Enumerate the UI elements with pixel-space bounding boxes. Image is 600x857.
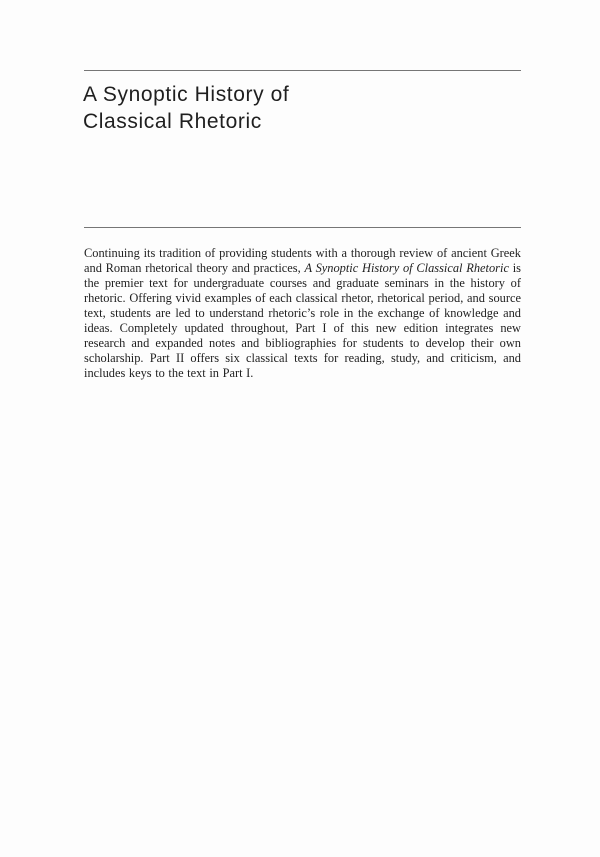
middle-rule [84,227,521,228]
book-description [84,246,521,381]
book-title [83,81,289,135]
top-rule [84,70,521,71]
description-text-before: Continuing its tradition of providing students with a thorough review of ancient Greek and Roman rhetorical theory and practices, [84,246,521,275]
book-title-line-1: A Synoptic History of [83,83,290,106]
description-text-after: is the premier text for undergraduate courses and graduate seminars in the history of rhetoric. Offering vivid examples of each classical rhetor, rhetorical period, and source text, students are led to understand rhetoric’s role in the exchange of knowledge and ideas. Completely updated throughout, Part I of this new edition integrates new research and expanded notes and bibliographies for students to develop their own scholarship. Part II offers six classical texts for reading, study, and criticism, and includes keys to the text in Part I. [84,261,521,380]
book-title-line-2: Classical Rhetoric [83,110,262,133]
description-italic-title: A Synoptic History of Classical Rhetoric [304,261,509,275]
